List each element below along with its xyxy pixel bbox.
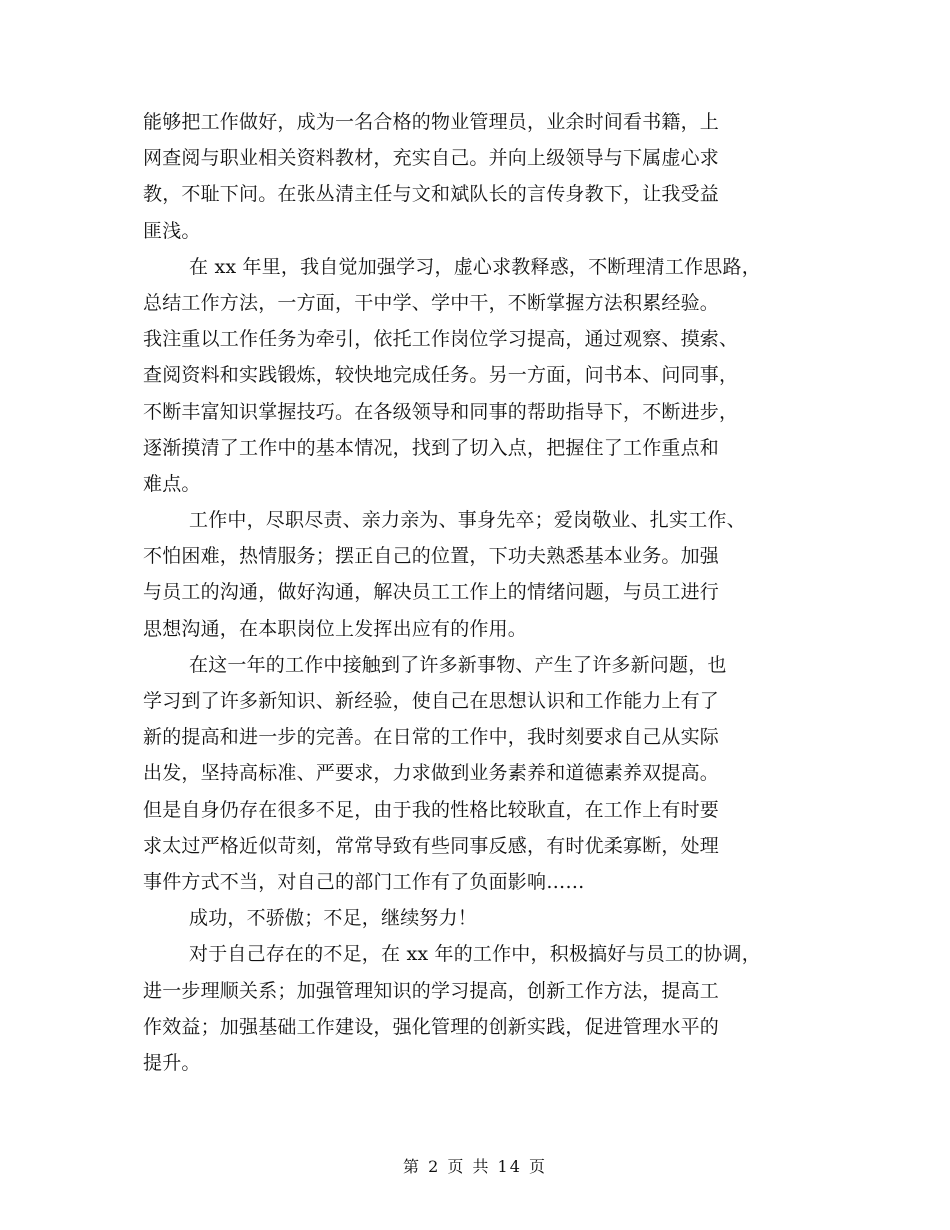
paragraph-line: 不断丰富知识掌握技巧。在各级领导和同事的帮助指导下，不断进步， [143,400,739,423]
paragraph-line: 总结工作方法，一方面，干中学、学中干，不断掌握方法积累经验。 [143,291,720,314]
paragraph-line: 求太过严格近似苛刻，常常导致有些同事反感，有时优柔寡断，处理 [143,834,720,857]
paragraph-line: 思想沟通，在本职岗位上发挥出应有的作用。 [143,617,528,640]
paragraph-line: 在这一年的工作中接触到了许多新事物、产生了许多新问题，也 [189,653,727,676]
paragraph-line: 对于自己存在的不足，在 xx 年的工作中，积极搞好与员工的协调， [189,943,761,966]
paragraph-line: 但是自身仍存在很多不足，由于我的性格比较耿直，在工作上有时要 [143,798,720,821]
paragraph-line: 我注重以工作任务为牵引，依托工作岗位学习提高，通过观察、摸索、 [143,328,739,351]
paragraph-line: 作效益；加强基础工作建设，强化管理的创新实践，促进管理水平的 [143,1015,720,1038]
paragraph-line: 工作中，尽职尽责、亲力亲为、事身先卒；爱岗敬业、扎实工作、 [189,509,746,532]
paragraph-line: 匪浅。 [143,219,201,242]
paragraph-line: 与员工的沟通，做好沟通，解决员工工作上的情绪问题，与员工进行 [143,581,720,604]
paragraph-line: 查阅资料和实践锻炼，较快地完成任务。另一方面，问书本、问同事， [143,364,739,387]
page-footer: 第 2 页 共 14 页 [403,1157,547,1176]
paragraph-line: 能够把工作做好，成为一名合格的物业管理员，业余时间看书籍，上 [143,111,720,133]
paragraph-line: 教，不耻下问。在张丛清主任与文和斌队长的言传身教下，让我受益 [143,183,720,206]
paragraph-line: 不怕困难，热情服务；摆正自己的位置，下功夫熟悉基本业务。加强 [143,545,720,568]
paragraph-line: 新的提高和进一步的完善。在日常的工作中，我时刻要求自己从实际 [143,726,720,749]
paragraph-line: 学习到了许多新知识、新经验，使自己在思想认识和工作能力上有了 [143,690,720,712]
paragraph-line: 逐渐摸清了工作中的基本情况，找到了切入点，把握住了工作重点和 [143,436,720,459]
body-text [143,104,823,1081]
paragraph-line: 出发，坚持高标准、严要求，力求做到业务素养和道德素养双提高。 [143,762,720,785]
paragraph-line: 在 xx 年里，我自觉加强学习，虚心求教释惑，不断理清工作思路， [189,255,761,278]
paragraph-line: 事件方式不当，对自己的部门工作有了负面影响…… [143,870,585,893]
paragraph-line: 进一步理顺关系；加强管理知识的学习提高，创新工作方法，提高工 [143,979,720,1002]
paragraph-line: 提升。 [143,1051,201,1074]
paragraph-line: 难点。 [143,472,201,495]
paragraph-line: 网查阅与职业相关资料教材，充实自己。并向上级领导与下属虚心求 [143,147,720,170]
paragraph-line: 成功，不骄傲；不足，继续努力！ [189,907,478,930]
